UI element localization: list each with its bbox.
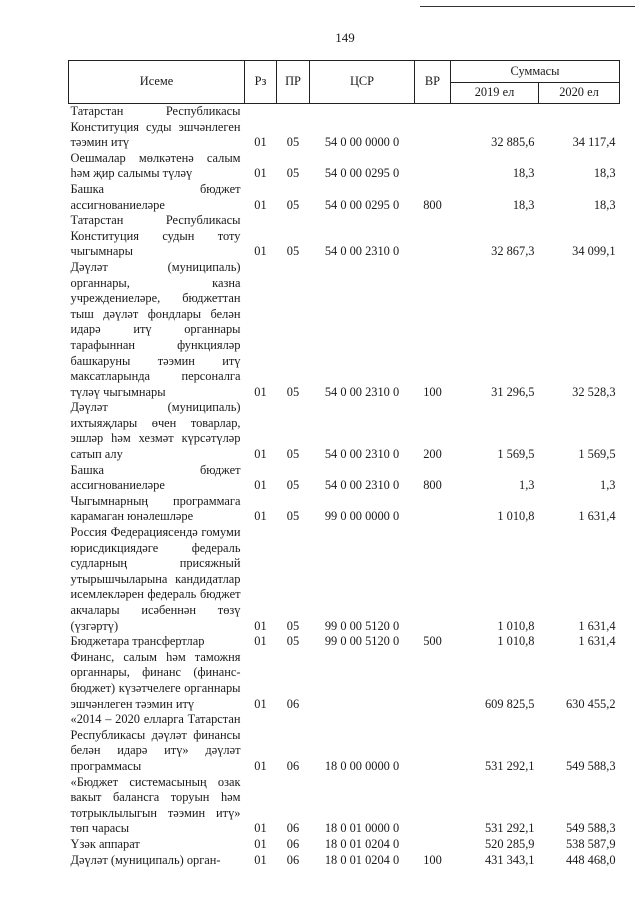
- table-row: [69, 463, 620, 494]
- row-sum-2020: 1 631,4: [578, 634, 616, 649]
- header-rz: Рз: [245, 61, 277, 104]
- row-name: Дәүләт (муниципаль) орган-: [70, 852, 221, 867]
- table-row: [69, 151, 620, 182]
- table-row: [69, 400, 620, 462]
- row-csr: 18 0 01 0204 0: [324, 836, 400, 851]
- header-vr: ВР: [415, 61, 451, 104]
- row-vr: 200: [423, 447, 442, 462]
- row-csr: 54 0 00 0000 0: [324, 135, 400, 150]
- row-rz: 01: [254, 758, 267, 773]
- row-vr: [415, 494, 451, 525]
- header-pr: ПР: [277, 61, 310, 104]
- row-rz: 01: [254, 478, 267, 493]
- row-pr: 06: [286, 758, 300, 773]
- row-sum-2020: 630 455,2: [565, 696, 616, 711]
- row-rz: 01: [254, 447, 267, 462]
- row-sum-2020: 549 588,3: [565, 821, 616, 836]
- row-csr: 18 0 01 0204 0: [324, 852, 400, 867]
- row-rz: 01: [254, 696, 267, 711]
- row-sum-2020: 538 587,9: [565, 836, 616, 851]
- table-row: [69, 837, 620, 853]
- row-vr: 100: [423, 852, 442, 867]
- header-sums: Суммасы: [451, 61, 620, 83]
- row-vr: 100: [423, 384, 442, 399]
- row-name: Бюджетара трансфертлар: [70, 634, 205, 649]
- row-sum-2019: 609 825,5: [484, 696, 535, 711]
- row-pr: 06: [286, 696, 300, 711]
- top-rule: [420, 6, 635, 7]
- row-name: Үзәк аппарат: [70, 836, 140, 851]
- row-sum-2020: 448 468,0: [565, 852, 616, 867]
- row-name: Россия Федерациясендә гомуми юрисдикциядәге федераль судларның присяжный утырышчыларына кандидатлар исемлекләрен федераль бюджет акчалары исәбеннән төзү (үзгәртү): [70, 525, 241, 633]
- table-row: [69, 634, 620, 650]
- row-rz: 01: [254, 836, 267, 851]
- row-name: Финанс, салым һәм таможня органнары, финанс (финанс-бюджет) күзәтчелеге органнары эшчәнлеген тәэмин итү: [70, 649, 241, 711]
- row-csr: 54 0 00 0295 0: [324, 166, 400, 181]
- row-sum-2020: 1 631,4: [578, 509, 616, 524]
- row-vr: [415, 213, 451, 260]
- row-sum-2020: 18,3: [593, 166, 616, 181]
- budget-table: [68, 60, 620, 868]
- header-csr: ЦСР: [310, 61, 415, 104]
- row-pr: 06: [286, 852, 300, 867]
- row-name: Дәүләт (муниципаль) ихтыяҗлары өчен товарлар, эшләр һәм хезмәт күрсәтүләр сатып алу: [70, 400, 241, 462]
- row-sum-2020: 1 569,5: [578, 447, 616, 462]
- table-row: [69, 525, 620, 634]
- row-pr: 05: [286, 135, 300, 150]
- row-rz: 01: [254, 384, 267, 399]
- row-rz: 01: [254, 852, 267, 867]
- row-sum-2019: 31 296,5: [491, 384, 535, 399]
- row-pr: 05: [286, 384, 300, 399]
- row-csr: 99 0 00 5120 0: [324, 634, 400, 649]
- table-row: [69, 775, 620, 837]
- table-row: [69, 650, 620, 712]
- row-sum-2019: 32 867,3: [491, 244, 535, 259]
- row-pr: 05: [286, 478, 300, 493]
- row-rz: 01: [254, 509, 267, 524]
- page-number: 149: [335, 30, 355, 45]
- row-vr: [415, 712, 451, 774]
- row-csr: 18 0 01 0000 0: [324, 821, 400, 836]
- row-sum-2019: 1,3: [519, 478, 535, 493]
- row-name: «Бюджет системасының озак вакыт балансга торуын һәм тотрыклылыгын тәэмин итү» төп чарасы: [70, 774, 241, 836]
- row-sum-2020: 549 588,3: [565, 758, 616, 773]
- row-sum-2019: 18,3: [512, 166, 535, 181]
- table-row: [69, 494, 620, 525]
- table-row: [69, 712, 620, 774]
- row-csr: 54 0 00 0295 0: [324, 197, 400, 212]
- table-row: [69, 260, 620, 400]
- row-sum-2019: 520 285,9: [484, 836, 535, 851]
- row-name: Татарстан Республикасы Конституция суды эшчәнлеген тәэмин итү: [70, 104, 241, 150]
- row-vr: [415, 151, 451, 182]
- row-name: Чыгымнарның программага карамаган юнәлешләре: [70, 493, 241, 524]
- row-rz: 01: [254, 618, 267, 633]
- header-year-2019: 2019 ел: [451, 83, 539, 104]
- row-vr: [415, 525, 451, 634]
- row-sum-2020: 1 631,4: [578, 618, 616, 633]
- row-vr: [415, 837, 451, 853]
- row-pr: 05: [286, 618, 300, 633]
- row-sum-2019: 431 343,1: [484, 852, 535, 867]
- row-rz: 01: [254, 634, 267, 649]
- row-sum-2020: 34 117,4: [572, 135, 616, 150]
- header-year-2020: 2020 ел: [539, 83, 620, 104]
- row-sum-2020: 18,3: [593, 197, 616, 212]
- row-csr: [310, 650, 415, 712]
- row-sum-2019: 531 292,1: [484, 758, 535, 773]
- row-name: Башка бюджет ассигнованиеләре: [70, 462, 241, 493]
- row-sum-2019: 531 292,1: [484, 821, 535, 836]
- row-csr: 54 0 00 2310 0: [324, 447, 400, 462]
- row-csr: 54 0 00 2310 0: [324, 384, 400, 399]
- row-csr: 99 0 00 5120 0: [324, 618, 400, 633]
- row-pr: 05: [286, 447, 300, 462]
- row-rz: 01: [254, 135, 267, 150]
- header-name: Исеме: [69, 61, 245, 104]
- row-name: Дәүләт (муниципаль) органнары, казна учреждениеләре, бюджеттан тыш дәүләт фондлары белән идарә итү органнары тарафыннан функцияләр башкаруны тәэмин итү максатларында персоналга түләү чыгымнары: [70, 259, 241, 399]
- row-csr: 54 0 00 2310 0: [324, 244, 400, 259]
- row-vr: 800: [423, 197, 442, 212]
- table-body: [69, 104, 620, 869]
- row-name: Татарстан Республикасы Конституция судын тоту чыгымнары: [70, 213, 241, 259]
- row-pr: 05: [286, 197, 300, 212]
- row-sum-2019: 32 885,6: [491, 135, 535, 150]
- row-vr: [415, 650, 451, 712]
- row-sum-2020: 34 099,1: [572, 244, 616, 259]
- row-vr: 500: [423, 634, 442, 649]
- row-rz: 01: [254, 244, 267, 259]
- row-name: Башка бюджет ассигнованиеләре: [70, 181, 241, 212]
- row-name: «2014 – 2020 елларга Татарстан Республикасы дәүләт финансы белән идарә итү» дәүләт программасы: [70, 712, 241, 773]
- row-sum-2019: 1 010,8: [497, 509, 535, 524]
- row-vr: [415, 775, 451, 837]
- row-sum-2020: 32 528,3: [572, 384, 616, 399]
- row-rz: 01: [254, 821, 267, 836]
- row-rz: 01: [254, 166, 267, 181]
- table-row: [69, 182, 620, 213]
- row-pr: 05: [286, 244, 300, 259]
- row-sum-2019: 18,3: [512, 197, 535, 212]
- row-sum-2019: 1 010,8: [497, 634, 535, 649]
- row-csr: 99 0 00 0000 0: [324, 509, 400, 524]
- row-rz: 01: [254, 197, 267, 212]
- row-pr: 06: [286, 821, 300, 836]
- row-pr: 05: [286, 634, 300, 649]
- row-sum-2020: 1,3: [600, 478, 616, 493]
- row-csr: 18 0 00 0000 0: [324, 758, 400, 773]
- row-pr: 05: [286, 509, 300, 524]
- row-name: Оешмалар мөлкәтенә салым һәм җир салымы түләү: [70, 150, 241, 181]
- row-sum-2019: 1 010,8: [497, 618, 535, 633]
- row-sum-2019: 1 569,5: [497, 447, 535, 462]
- table-row: [69, 213, 620, 260]
- row-vr: [415, 104, 451, 151]
- row-pr: 05: [286, 166, 300, 181]
- table-row: [69, 104, 620, 151]
- row-vr: 800: [423, 478, 442, 493]
- table-row: [69, 853, 620, 869]
- row-csr: 54 0 00 2310 0: [324, 478, 400, 493]
- row-pr: 06: [286, 836, 300, 851]
